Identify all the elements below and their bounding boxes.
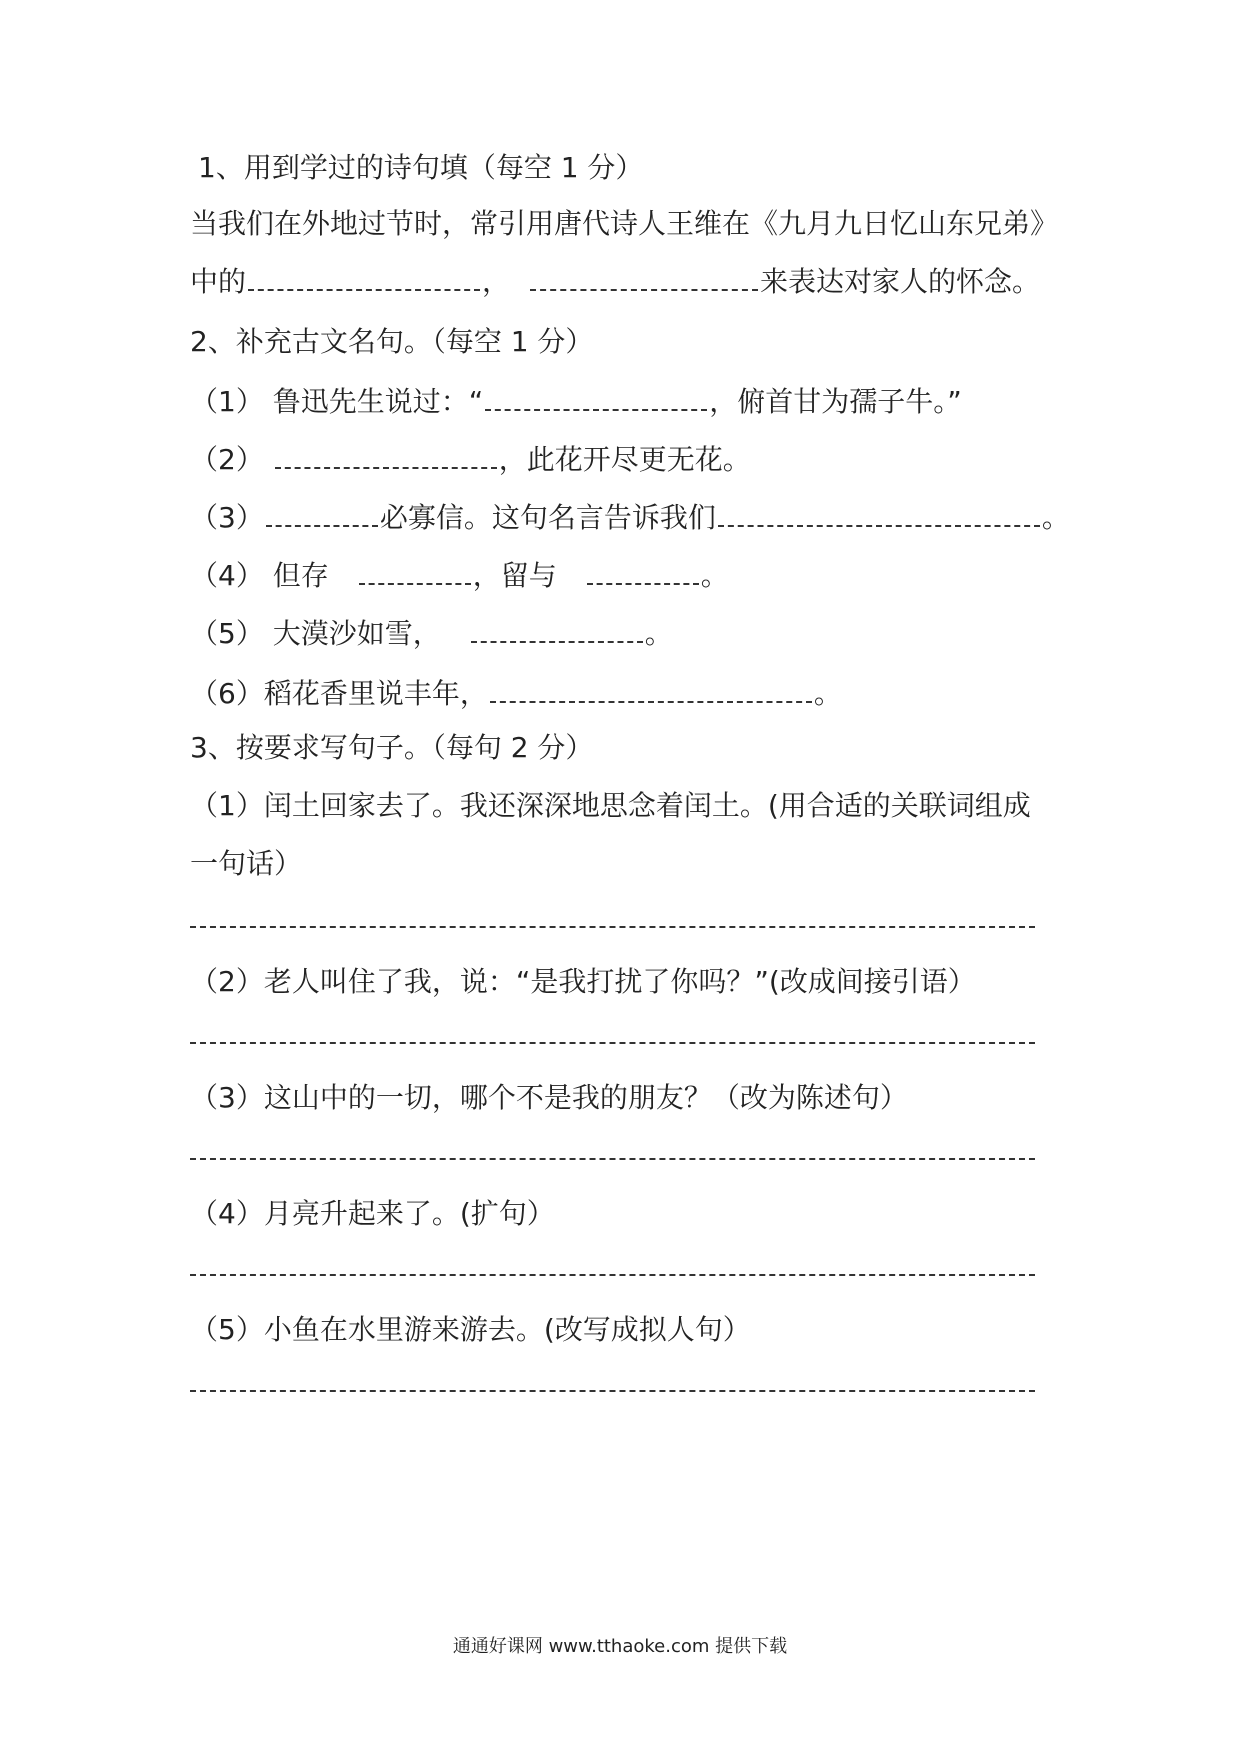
section3-q2: （2）老人叫住了我，说：“是我打扰了你吗？”(改成间接引语） [190,965,976,998]
quote-blank-2[interactable] [275,445,497,469]
section2-q1-suffix: ，俯首甘为孺子牛。” [709,385,962,418]
section1-line2-suffix: 来表达对家人的怀念。 [760,265,1041,298]
section3-q1-line1: （1）闰土回家去了。我还深深地思念着闰土。(用合适的关联词组成 [190,789,1031,822]
quote-blank-3b[interactable] [718,503,1040,527]
section2-heading: 2、补充古文名句。（每空 1 分） [190,325,594,358]
section2-q5-prefix: （5） 大漠沙如雪， [190,617,441,650]
section3-q1-line2: 一句话） [190,847,303,880]
section2-q5 [190,614,673,654]
answer-line-2[interactable] [190,1042,1035,1044]
answer-line-4[interactable] [190,1274,1035,1276]
section2-q2 [190,440,751,480]
section2-q3-suffix: 。 [1041,501,1070,534]
section2-q6-prefix: （6）稻花香里说丰年， [190,677,488,710]
answer-line-5[interactable] [190,1390,1035,1392]
poem-blank-1[interactable] [248,267,480,291]
section1-line2 [190,262,1040,302]
answer-line-3[interactable] [190,1158,1035,1160]
page-footer: 通通好课网 www.tthaoke.com 提供下载 [452,1636,788,1657]
quote-blank-4a[interactable] [359,561,471,585]
section2-q6 [190,674,842,714]
section2-q3 [190,498,1070,538]
section2-q1 [190,382,962,422]
poem-blank-2[interactable] [530,267,758,291]
section2-q4-prefix: （4） 但存 [190,559,329,592]
section1-line2-prefix: 中的 [190,265,247,298]
quote-blank-3a[interactable] [266,503,378,527]
section3-q5: （5）小鱼在水里游来游去。(改写成拟人句） [190,1313,751,1346]
quote-blank-5[interactable] [471,619,643,643]
section2-q3-mid: 必寡信。这句名言告诉我们 [379,501,716,534]
section3-q3: （3）这山中的一切，哪个不是我的朋友？（改为陈述句） [190,1081,908,1114]
section2-q4 [190,556,729,596]
section1-heading: 1、用到学过的诗句填（每空 1 分） [198,151,644,184]
section1-line1: 当我们在外地过节时，常引用唐代诗人王维在《九月九日忆山东兄弟》 [190,207,1059,240]
section1-line2-comma: ， [482,265,511,298]
quote-blank-6[interactable] [490,679,812,703]
section2-q4-suffix: 。 [700,559,729,592]
section3-heading: 3、按要求写句子。（每句 2 分） [190,731,594,764]
section2-q5-suffix: 。 [644,617,673,650]
section2-q6-suffix: 。 [813,677,842,710]
section2-q2-prefix: （2） [190,443,273,476]
quote-blank-1[interactable] [485,387,707,411]
section2-q3-prefix: （3） [190,501,264,534]
quote-blank-4b[interactable] [587,561,699,585]
section3-q4: （4）月亮升起来了。(扩句） [190,1197,555,1230]
section2-q4-mid: ，留与 [472,559,557,592]
section2-q1-prefix: （1） 鲁迅先生说过：“ [190,385,484,418]
section2-q2-suffix: ，此花开尽更无花。 [498,443,751,476]
answer-line-1[interactable] [190,926,1035,928]
